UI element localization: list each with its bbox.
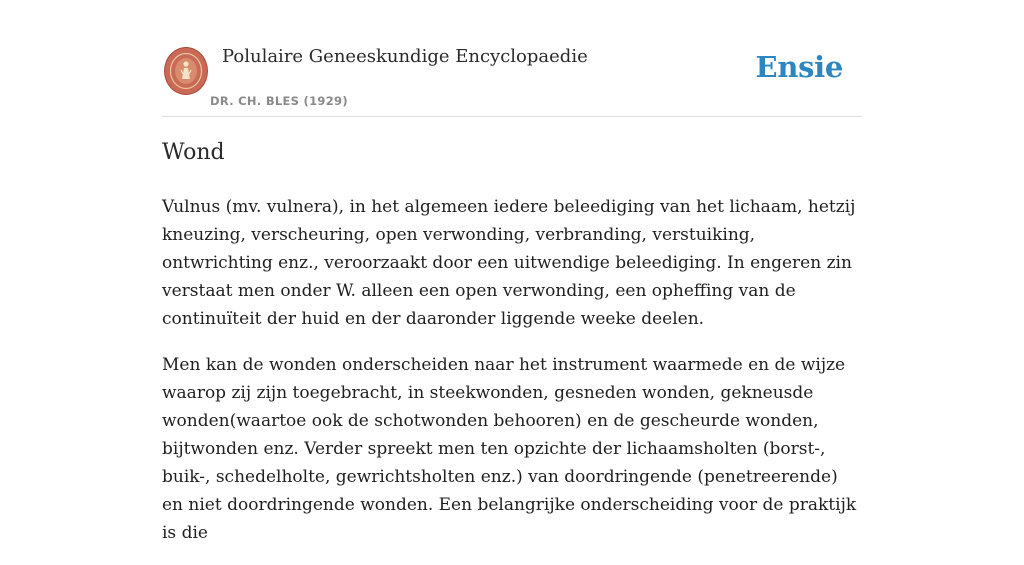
- book-cover-logo-icon[interactable]: [164, 47, 208, 95]
- entry-title: Wond: [162, 140, 225, 165]
- site-header: [162, 0, 862, 117]
- article-body: [162, 193, 862, 565]
- book-title[interactable]: Polulaire Geneeskundige Encyclopaedie: [222, 46, 588, 67]
- article-paragraph: Men kan de wonden onderscheiden naar het instrument waarmede en de wijze waarop zij zijn toegebracht, in steekwonden, gesneden wonden, gekneusde wonden(waartoe ook de schotwonden behooren) en de gescheurde wonden, bijtwonden enz. Verder spreekt men ten opzichte der lichaamsholten (borst-, buik-, schedelholte, gewrichtsholten enz.) van doordringende (penetreerende) en niet doordringende wonden. Een belangrijke onderscheiding voor de praktijk is die: [162, 355, 857, 543]
- author-label: DR. CH. BLES (1929): [210, 94, 348, 108]
- article-paragraph: Vulnus (mv. vulnera), in het algemeen iedere beleediging van het lichaam, hetzij kneuzing, verscheuring, open verwonding, verbranding, verstuiking, ontwrichting enz., veroorzaakt door een uitwendige beleediging. In engeren zin verstaat men onder W. alleen een open verwonding, een opheffing van de continuïteit der huid en der daaronder liggende weeke deelen.: [162, 197, 856, 329]
- ensie-brand-logo[interactable]: Ensie: [755, 50, 843, 84]
- page-container: [162, 0, 862, 543]
